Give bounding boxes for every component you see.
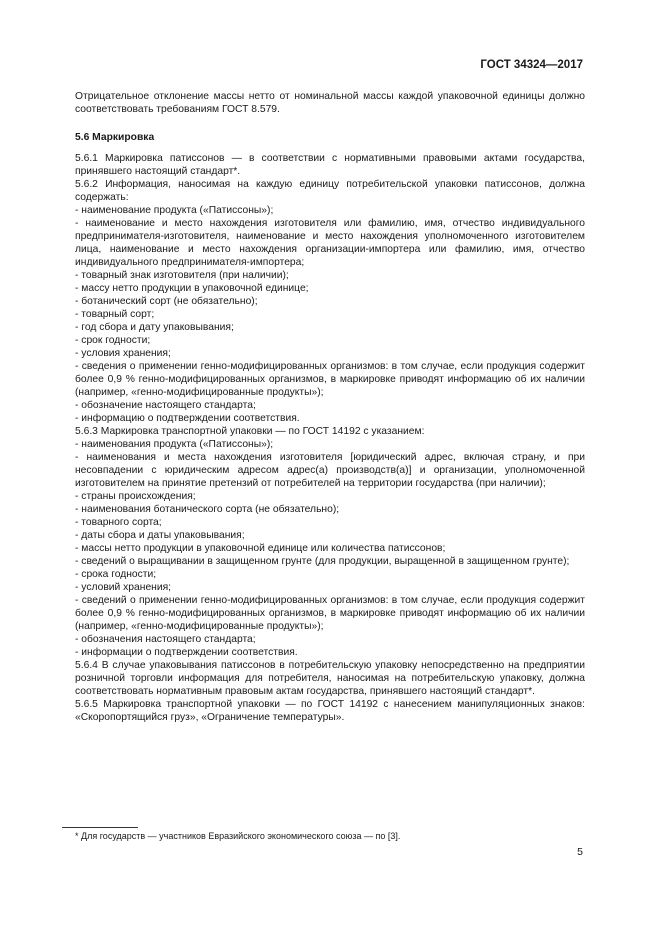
paragraph-5-6-1: 5.6.1 Маркировка патиссонов — в соответствии с нормативными правовыми актами государства, принявшего настоящий стандарт*. [75,153,585,177]
list-item: - товарного сорта; [75,517,162,528]
list-item: - наименование и место нахождения изготовителя или фамилию, имя, отчество индивидуального предпринимателя-изготовителя, наименование и место нахождения уполномоченного изготовителем лица, наименование и место нахождения организации-импортера или фамилию, имя, отчество индивидуального предпринимателя-импортера; [75,218,585,268]
list-item: - наименования и места нахождения изготовителя [юридический адрес, включая страну, и при несовпадении с юридическим адресом адрес(а) производств(а)] и организации, уполномоченной изготовителем на принятие претензий от потребителей на территории государства (при наличии); [75,452,585,489]
list-item: - сведений о выращивании в защищенном грунте (для продукции, выращенной в защищенном грунте); [75,556,570,567]
paragraph-5-6-2: 5.6.2 Информация, наносимая на каждую единицу потребительской упаковки патиссонов, должна содержать: [75,179,585,203]
section-title: 5.6 Маркировка [75,132,155,143]
list-item: - обозначения настоящего стандарта; [75,634,256,645]
list-item: - товарный знак изготовителя (при наличии); [75,270,289,281]
list-item: - даты сбора и даты упаковывания; [75,530,245,541]
list-item: - массу нетто продукции в упаковочной единице; [75,283,309,294]
list-item: - страны происхождения; [75,491,196,502]
footnote: * Для государств — участников Евразийского экономического союза — по [3]. [75,831,401,841]
paragraph-5-6-5: 5.6.5 Маркировка транспортной упаковки — по ГОСТ 14192 с нанесением манипуляционных знаков: «Скоропортящийся груз», «Ограничение температуры». [75,699,585,723]
list-item: - информации о подтверждении соответствия. [75,647,298,658]
list-item: - сведения о применении генно-модифицированных организмов: в том случае, если продукция содержит более 0,9 % генно-модифицированных организмов, в маркировке приводят информацию об их наличии (например, «генно-модифицированные продукты»); [75,361,585,398]
consumer-label-list [75,204,585,425]
footnote-divider [62,827,138,828]
list-item: - год сбора и дату упаковывания; [75,322,234,333]
list-item: - массы нетто продукции в упаковочной единице или количества патиссонов; [75,543,446,554]
list-item: - срок годности; [75,335,151,346]
paragraph-5-6-3: 5.6.3 Маркировка транспортной упаковки — по ГОСТ 14192 с указанием: [75,426,425,437]
page-number: 5 [577,846,583,858]
transport-label-list [75,438,585,659]
list-item: - условий хранения; [75,582,172,593]
list-item: - ботанический сорт (не обязательно); [75,296,258,307]
paragraph-5-6-4: 5.6.4 В случае упаковывания патиссонов в потребительскую упаковку непосредственно на предприятии розничной торговли информация для потребителя, наносимая на потребительскую упаковку, должна соответствовать нормативным правовым актам государства, принявшего настоящий стандарт*. [75,660,585,697]
list-item: - товарный сорт; [75,309,155,320]
list-item: - информацию о подтверждении соответствия. [75,413,300,424]
intro-paragraph: Отрицательное отклонение массы нетто от номинальной массы каждой упаковочной единицы должно соответствовать требованиям ГОСТ 8.579. [75,91,585,115]
list-item: - наименования ботанического сорта (не обязательно); [75,504,340,515]
list-item: - условия хранения; [75,348,171,359]
list-item: - срока годности; [75,569,157,580]
list-item: - наименование продукта («Патиссоны»); [75,205,274,216]
document-body [75,90,585,724]
document-code: ГОСТ 34324—2017 [480,59,583,71]
list-item: - наименования продукта («Патиссоны»); [75,439,274,450]
list-item: - обозначение настоящего стандарта; [75,400,256,411]
list-item: - сведений о применении генно-модифицированных организмов: в том случае, если продукция содержит более 0,9 % генно-модифицированных организмов, в маркировке приводят информацию об их наличии (например, «генно-модифицированные продукты»); [75,595,585,632]
